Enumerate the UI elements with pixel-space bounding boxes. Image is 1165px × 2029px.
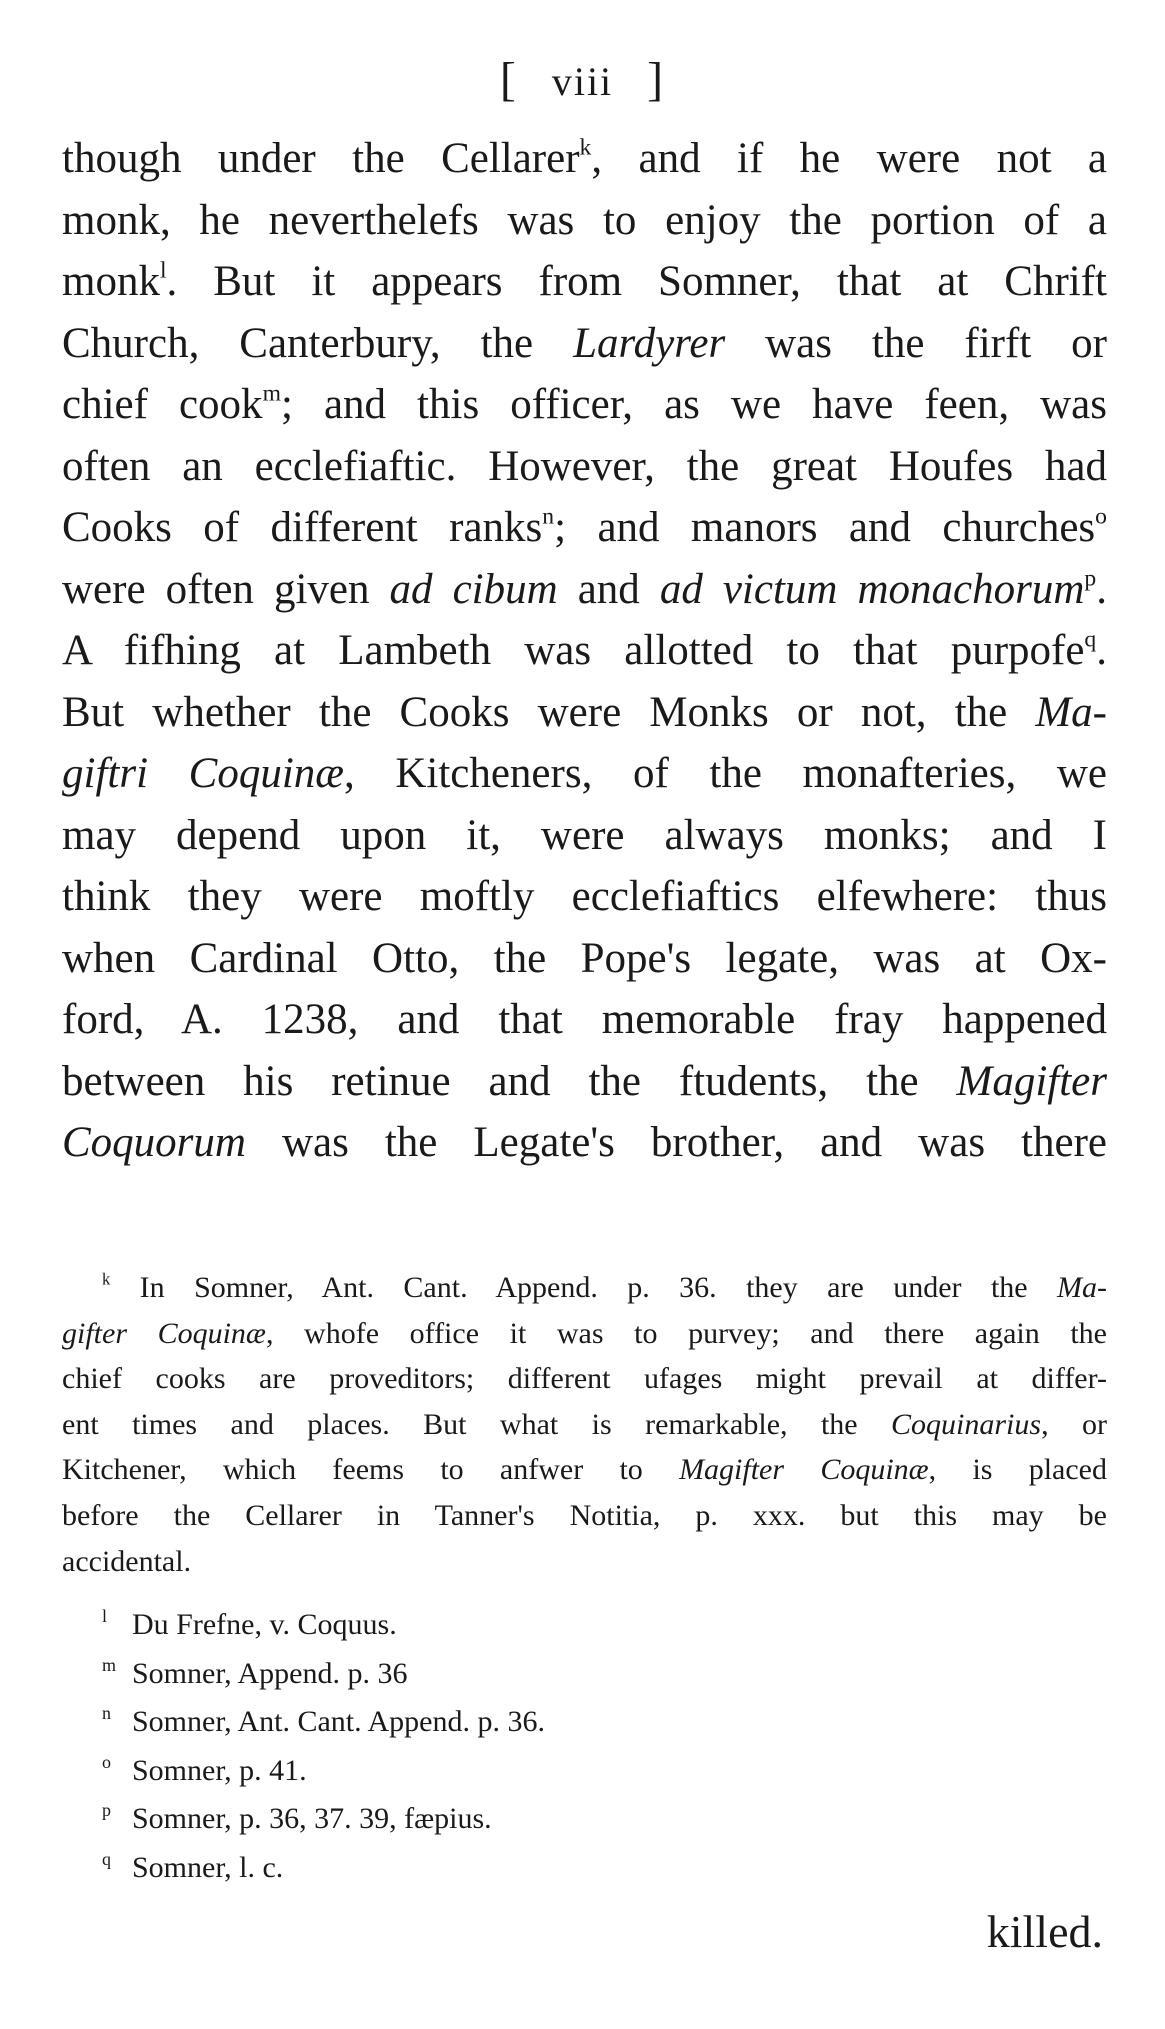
italic-text: gifter Coquinæ <box>62 1316 266 1350</box>
text-line <box>62 866 1107 928</box>
text-run: , whofe office it was to purvey; and there again the <box>265 1316 1107 1350</box>
page-number: viii <box>551 59 614 104</box>
footnote-text: Somner, l. c. <box>132 1850 284 1884</box>
text-run: chief cook <box>62 381 263 428</box>
italic-text: Coquinarius <box>891 1407 1042 1441</box>
text-run: may depend upon it, were always monks; and I <box>62 811 1107 859</box>
italic-text: giftri Coquinæ <box>62 750 344 797</box>
footnote-mark: q <box>102 1848 111 1869</box>
footnote-text: Somner, Ant. Cant. Append. p. 36. <box>132 1705 545 1739</box>
text-run: before the Cellarer in Tanner's Notitia, p. xxx. but this may be <box>62 1498 1107 1532</box>
footnote-mark: m <box>102 1654 117 1675</box>
note-reference: o <box>1095 503 1107 530</box>
footnote-line <box>62 1356 1107 1402</box>
footnote-mark: p <box>102 1800 111 1821</box>
text-run: was the Legate's brother, and was there <box>245 1119 1107 1166</box>
catchword: killed. <box>986 1906 1103 1957</box>
text-line <box>62 128 1107 190</box>
footnote-text: Somner, Append. p. 36 <box>132 1656 408 1690</box>
footnote-line <box>62 1447 1107 1493</box>
italic-text: ad cibum <box>389 565 558 613</box>
text-line <box>62 190 1107 252</box>
text-line <box>62 743 1107 805</box>
italic-text: Lardyrer <box>573 319 726 367</box>
note-reference: q <box>1084 626 1097 653</box>
text-run: when Cardinal Otto, the Pope's legate, was at Ox- <box>62 934 1107 982</box>
text-line <box>62 1051 1107 1113</box>
text-run: though under the Cellarer <box>62 135 580 182</box>
text-run: and <box>557 565 660 613</box>
italic-text: Magifter <box>956 1057 1107 1105</box>
footnote-item <box>102 1689 1107 1738</box>
text-run: , is placed <box>928 1453 1107 1487</box>
footnote-k <box>62 1265 1107 1584</box>
text-line <box>62 682 1107 744</box>
text-line <box>62 620 1107 682</box>
footnote-line <box>62 1493 1107 1539</box>
text-run: accidental. <box>62 1544 192 1578</box>
footnote-line <box>62 1311 1107 1357</box>
footnote-mark: n <box>102 1703 111 1724</box>
text-run: In Somner, Ant. Cant. Append. p. 36. they are under the <box>110 1271 1058 1304</box>
text-line <box>62 928 1107 990</box>
footnote-text: Somner, p. 36, 37. 39, fæpius. <box>132 1802 492 1836</box>
text-run: A fifhing at Lambeth was allotted to that purpofe <box>62 627 1085 674</box>
footnotes-section <box>62 1265 1107 1883</box>
text-line <box>62 989 1107 1051</box>
text-run: . But it appears from Somner, that at Chrift <box>166 258 1107 305</box>
text-run: chief cooks are proveditors; different ufages might prevail at differ- <box>62 1362 1107 1396</box>
note-reference: k <box>579 134 592 161</box>
footnote-item <box>102 1641 1107 1690</box>
italic-text: Ma- <box>1057 1271 1107 1304</box>
text-run: , or <box>1041 1407 1107 1441</box>
text-run: , and if he were not a <box>591 135 1108 182</box>
note-reference: l <box>159 257 167 284</box>
main-text-block <box>62 128 1107 1174</box>
text-run: often an ecclefiaftic. However, the great Houfes had <box>62 442 1107 490</box>
text-line <box>62 313 1107 375</box>
text-line <box>62 374 1107 436</box>
footnote-line <box>62 1539 1107 1585</box>
page-header <box>0 52 1165 107</box>
footnote-list <box>62 1592 1107 1883</box>
text-run: Church, Canterbury, the <box>62 319 574 367</box>
footnote-item <box>102 1738 1107 1787</box>
text-line <box>62 497 1107 559</box>
text-run: But whether the Cooks were Monks or not, the <box>62 688 1036 736</box>
text-line <box>62 251 1107 313</box>
italic-text: Ma- <box>1035 688 1107 736</box>
right-bracket: ] <box>647 53 666 106</box>
note-reference: m <box>262 380 281 407</box>
text-run: , Kitcheners, of the monafteries, we <box>343 750 1107 797</box>
text-run: Kitchener, which feems to anfwer to <box>62 1453 680 1487</box>
text-run: monk <box>62 258 160 305</box>
footnote-item <box>102 1786 1107 1835</box>
text-run: between his retinue and the ftudents, the <box>62 1057 957 1105</box>
text-run: ; and manors and churches <box>554 504 1096 551</box>
note-reference: n <box>542 503 555 530</box>
note-reference: k <box>102 1269 111 1289</box>
footnote-line <box>62 1265 1107 1311</box>
text-line <box>62 436 1107 498</box>
footnote-mark: l <box>102 1606 108 1627</box>
text-run: . <box>1096 565 1107 613</box>
text-run: ; and this officer, as we have feen, was <box>280 381 1107 428</box>
text-run: think they were moftly ecclefiaftics elfewhere: thus <box>62 873 1107 920</box>
text-run: ent times and places. But what is remarkable, the <box>62 1407 892 1441</box>
text-line <box>62 1112 1107 1174</box>
text-run: monk, he neverthelefs was to enjoy the portion of a <box>62 196 1107 244</box>
italic-text: Magifter Coquinæ <box>679 1453 929 1487</box>
footnote-line <box>62 1402 1107 1448</box>
note-reference: p <box>1084 564 1097 591</box>
text-run: Cooks of different ranks <box>62 504 543 551</box>
italic-text: Coquorum <box>62 1119 246 1166</box>
text-run: was the firft or <box>725 319 1108 367</box>
footnote-item <box>102 1592 1107 1641</box>
text-run: . <box>1096 627 1107 674</box>
text-run: were often given <box>62 565 390 613</box>
footnote-mark: o <box>102 1751 111 1772</box>
text-line <box>62 805 1107 867</box>
footnote-item <box>102 1835 1107 1884</box>
left-bracket: [ <box>499 53 518 106</box>
italic-text: ad victum monachorum <box>659 565 1085 613</box>
text-line <box>62 559 1107 621</box>
footnote-text: Somner, p. 41. <box>132 1753 307 1787</box>
footnote-text: Du Frefne, v. Coquus. <box>132 1608 397 1642</box>
text-run: ford, A. 1238, and that memorable fray happened <box>62 996 1107 1043</box>
